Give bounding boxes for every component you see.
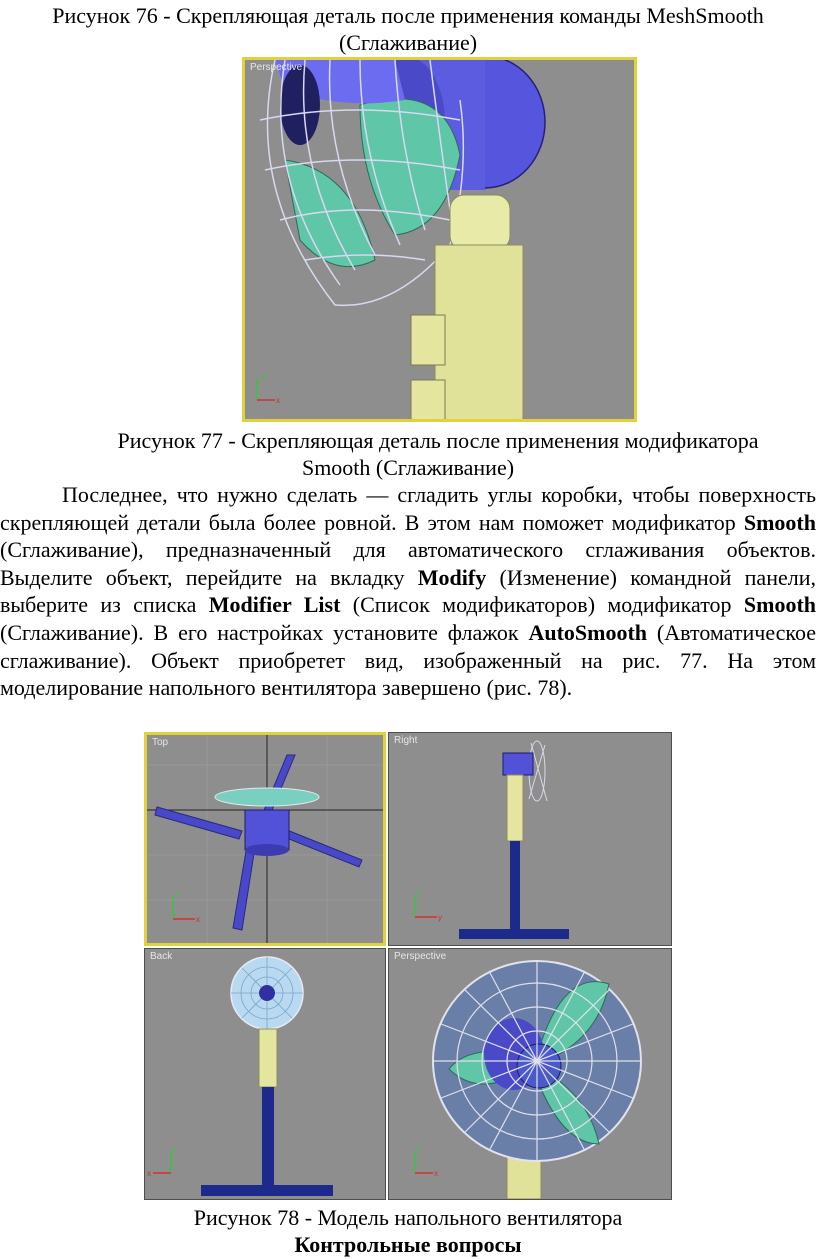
svg-text:z: z — [262, 373, 266, 382]
right-view-render — [389, 733, 672, 946]
figure-76-caption-line2: (Сглаживание) — [338, 30, 478, 55]
svg-text:x: x — [147, 1169, 151, 1178]
svg-text:x: x — [434, 1169, 438, 1178]
figure-77-fan-render — [245, 60, 637, 422]
svg-text:z: z — [417, 888, 421, 897]
viewport-label: Top — [152, 737, 169, 748]
svg-text:x: x — [276, 396, 280, 405]
perspective-viewport[interactable] — [388, 948, 672, 1200]
svg-text:y: y — [175, 890, 179, 899]
back-view-render — [145, 949, 386, 1200]
right-viewport[interactable] — [388, 732, 672, 946]
body-paragraph: Последнее, что нужно сделать — сгладить углы коробки, чтобы поверхность скрепляющей детали была более ровной. В этом нам поможет модификатор Smooth (Сглаживание), предназначенный для автоматического сглаживания объектов. Выделите объект, перейдите на вкладку Modify (Изменение) командной панели, выберите из списка Modifier List (Список модификаторов) модификатор Smooth (Сглаживание). В его настройках установите флажок AutoSmooth (Автоматическое сглаживание). Объект приобретет вид, изображенный на рис. 77. На этом моделирование напольного вентилятора завершено (рис. 78). — [0, 482, 816, 701]
viewport-label: Back — [150, 951, 173, 962]
perspective-view-render — [389, 949, 672, 1200]
viewport-label: Right — [394, 735, 418, 746]
svg-text:z: z — [173, 1144, 177, 1153]
top-view-render — [147, 735, 386, 946]
figure-77-caption-line2: Smooth (Сглаживание) — [301, 455, 515, 480]
svg-text:z: z — [417, 1144, 421, 1153]
viewport-label: Perspective — [394, 951, 447, 962]
figure-76-caption-line1: Рисунок 76 - Скрепляющая деталь после применения команды MeshSmooth — [52, 3, 764, 28]
section-heading: Контрольные вопросы — [294, 1232, 522, 1257]
figure-78-caption: Рисунок 78 - Модель напольного вентилятора — [193, 1205, 623, 1230]
top-viewport[interactable] — [144, 732, 386, 946]
svg-text:y: y — [438, 913, 442, 922]
back-viewport[interactable] — [144, 948, 386, 1200]
svg-text:x: x — [196, 915, 200, 924]
figure-77-caption-line1: Рисунок 77 - Скрепляющая деталь после применения модификатора — [117, 428, 759, 453]
figure-77-perspective-viewport — [242, 57, 637, 422]
viewport-label: Perspective — [250, 62, 303, 73]
